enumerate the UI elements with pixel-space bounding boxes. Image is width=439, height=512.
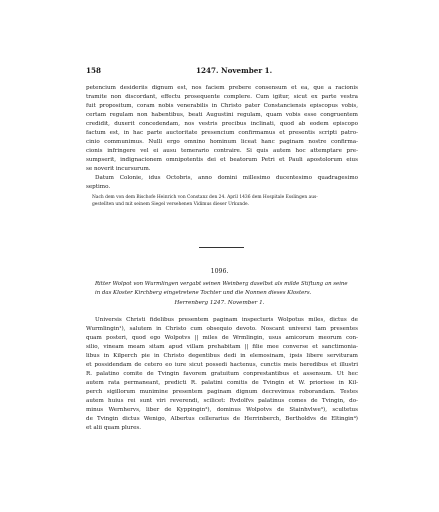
- charter-line: minus Wernhervs, liber de Kyppingin²), dominus Wolpotvs de Stainhvlwe³), scultetus: [86, 407, 358, 413]
- summary-line: Ritter Wolpot von Wurmlingen vergabt seinen Weinberg daselbst als milde Stiftung an seine: [95, 281, 348, 287]
- charter-line: et possidendam de cetero eo iure sicut possedi hactenus, cunctis meis heredibus et illustri: [86, 362, 358, 368]
- body-line: sumpserit, indignacionem omnipotentis dei et beatorum Petri et Pauli apostolorum eius: [86, 157, 358, 163]
- body-line: cinio communimus. Nulli ergo omnino hominum liceat hanc paginam nostre confirma-: [86, 139, 358, 145]
- source-note-line: Nach dem von dem Bischofe Heinrich von Constanz den 24. April 1436 dem Hospitale Esslingen aus-: [92, 195, 318, 200]
- body-line: Datum Colonie, idus Octobris, anno domini millesimo ducentesimo quadragesimo: [95, 175, 358, 181]
- body-line: septimo.: [86, 184, 111, 190]
- body-line: factum est, in hac parte auctoritate presencium confirmamus et presentis scripti patro-: [86, 130, 358, 136]
- charter-line: R. palatino comite de Tvingin favorem gratuitum conprestantibus et assensum. Ut hec: [86, 371, 358, 377]
- summary-line: in das Kloster Kirchberg eingetretene Tochter und die Nonnen dieses Klosters.: [95, 290, 312, 296]
- body-line: fuit propositum, coram nobis venerabilis in Christo pater Constanciensis episcopus vobis,: [86, 103, 358, 109]
- body-line: credidit, duxerit concedendam, nos vestris precibus inclinati, quod ab eodem episcopo: [86, 121, 358, 127]
- charter-line: quam posteri, quod ego Wolpotvs || miles de Wrmlingin, usus amicorum meorum con-: [86, 335, 358, 341]
- charter-line: silio, vineam meam sitam apud villam prehabitam || filie mee converse et sanctimonia-: [86, 344, 358, 350]
- running-title: 1247. November 1.: [196, 66, 273, 75]
- charter-line: de Tvingin dictus Wenigo, Albertus cellerarius de Herrinberch, Bertholdvs de Eltingin⁴): [86, 416, 358, 422]
- body-line: petencium desideriis dignum est, nos faciem prebere consensum et ea, que a racionis: [86, 85, 358, 91]
- page-number: 158: [86, 66, 102, 75]
- body-line: cionis infringere vel ei ausu temerario contraire. Si quis autem hoc attemptare pre-: [86, 148, 358, 154]
- body-line: tramite non discordant, effectu prosequente complere. Cum igitur, sicut ex parte vestra: [86, 94, 358, 100]
- charter-line: autem huius rei sunt viri reverendi, scilicet: Rvdolfvs palatinus comes de Tvingin, do-: [86, 398, 358, 404]
- charter-line: Wurmlingin¹), salutem in Christo cum obsequio devoto. Noscant universi tam presentes: [86, 326, 358, 332]
- charter-line: perch sigillorum munimine presentem paginam dignum decrevimus roborandam. Testes: [86, 389, 358, 395]
- charter-line: Universis Christi fidelibus presentem paginam inspecturis Wolpotus miles, dictus de: [95, 317, 358, 323]
- section-divider: [199, 247, 244, 248]
- body-line: se noverit incursurum.: [86, 166, 151, 172]
- place-date-line: Herrenberg 1247. November 1.: [174, 300, 265, 306]
- charter-line: et alii quam plures.: [86, 425, 142, 431]
- source-note-line: gestellten und mit seinem Siegel versehenen Vidimus dieser Urkunde.: [92, 202, 250, 207]
- document-number: 1096.: [210, 268, 229, 275]
- charter-line: autem rata permaneant, predicti R. palatini comitis de Tvingin et W. priorisse in Kil-: [86, 380, 358, 386]
- body-line: certam regulam non habentibus, beati Augustini regulam, quam vobis esse congruentem: [86, 112, 358, 118]
- page-header: [86, 66, 356, 78]
- charter-line: libus in Kilperch pie in Christo degentibus dedi in elemosinam, ipsis libere servituram: [86, 353, 358, 359]
